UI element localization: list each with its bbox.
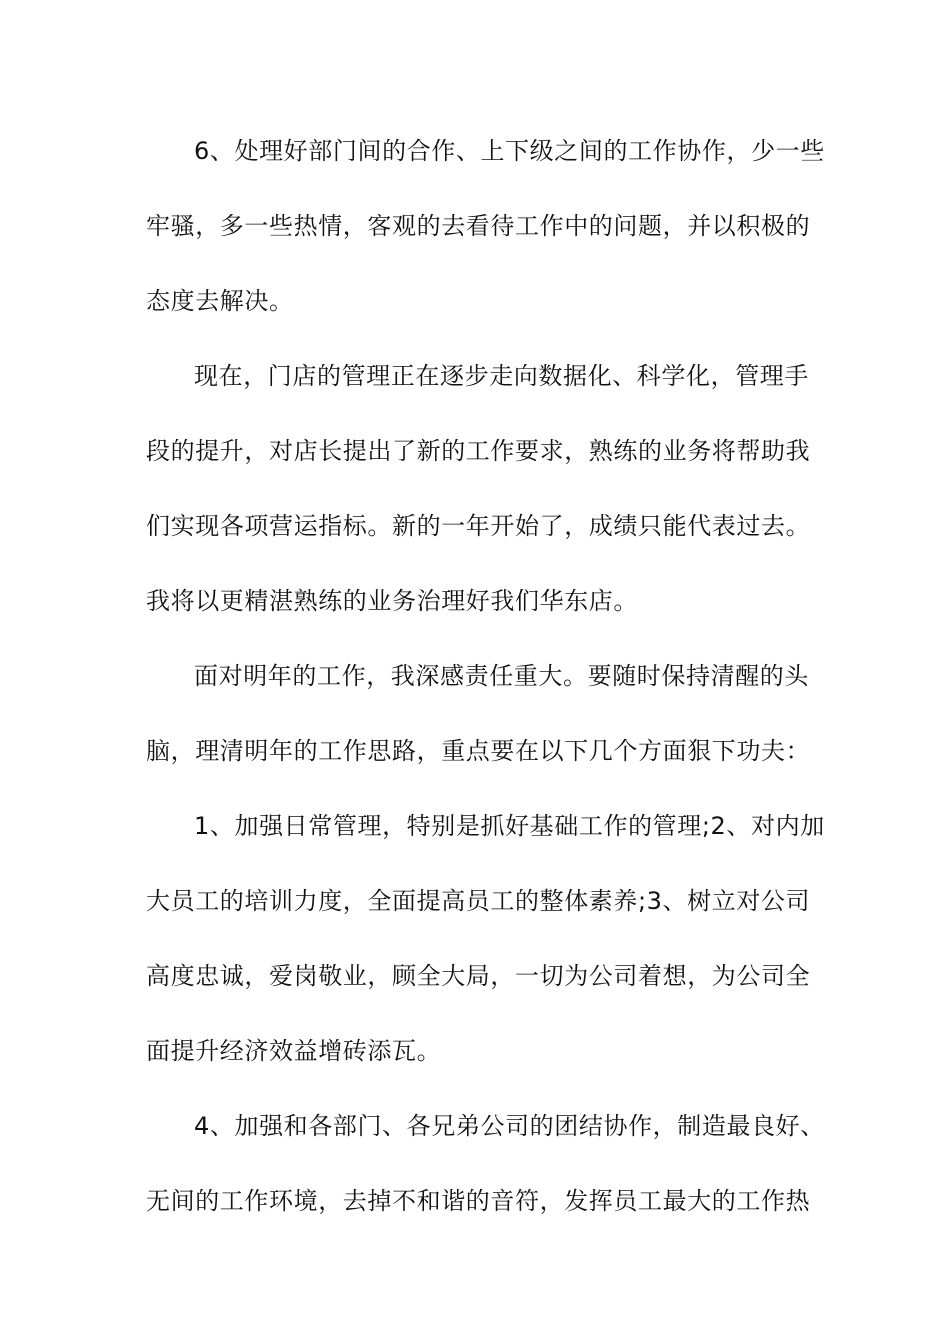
- text-line: 现在，门店的管理正在逐步走向数据化、科学化，管理手: [194, 362, 809, 390]
- text-line: 脑，理清明年的工作思路，重点要在以下几个方面狠下功夫：: [146, 737, 811, 765]
- text-line: 段的提升，对店长提出了新的工作要求，熟练的业务将帮助我: [146, 437, 811, 465]
- text-line: 大员工的培训力度，全面提高员工的整体素养;3、树立对公司: [146, 887, 811, 915]
- text-line: 6、处理好部门间的合作、上下级之间的工作协作，少一些: [194, 137, 825, 165]
- paragraph-4: [146, 789, 825, 1089]
- paragraph-1: [146, 114, 825, 339]
- text-line: 面对明年的工作，我深感责任重大。要随时保持清醒的头: [194, 662, 809, 690]
- text-line: 们实现各项营运指标。新的一年开始了，成绩只能代表过去。: [146, 512, 811, 540]
- text-line: 高度忠诚，爱岗敬业，顾全大局，一切为公司着想，为公司全: [146, 962, 811, 990]
- paragraph-3: [146, 639, 811, 789]
- paragraph-2: [146, 339, 811, 639]
- text-line: 态度去解决。: [146, 287, 294, 315]
- text-line: 我将以更精湛熟练的业务治理好我们华东店。: [146, 587, 638, 615]
- text-line: 无间的工作环境，去掉不和谐的音符，发挥员工最大的工作热: [146, 1187, 811, 1215]
- text-line: 4、加强和各部门、各兄弟公司的团结协作，制造最良好、: [194, 1112, 825, 1140]
- text-line: 1、加强日常管理，特别是抓好基础工作的管理;2、对内加: [194, 812, 825, 840]
- paragraph-5: [146, 1089, 825, 1239]
- document-body: [146, 114, 825, 1239]
- text-line: 牢骚，多一些热情，客观的去看待工作中的问题，并以积极的: [146, 212, 811, 240]
- text-line: 面提升经济效益增砖添瓦。: [146, 1037, 442, 1065]
